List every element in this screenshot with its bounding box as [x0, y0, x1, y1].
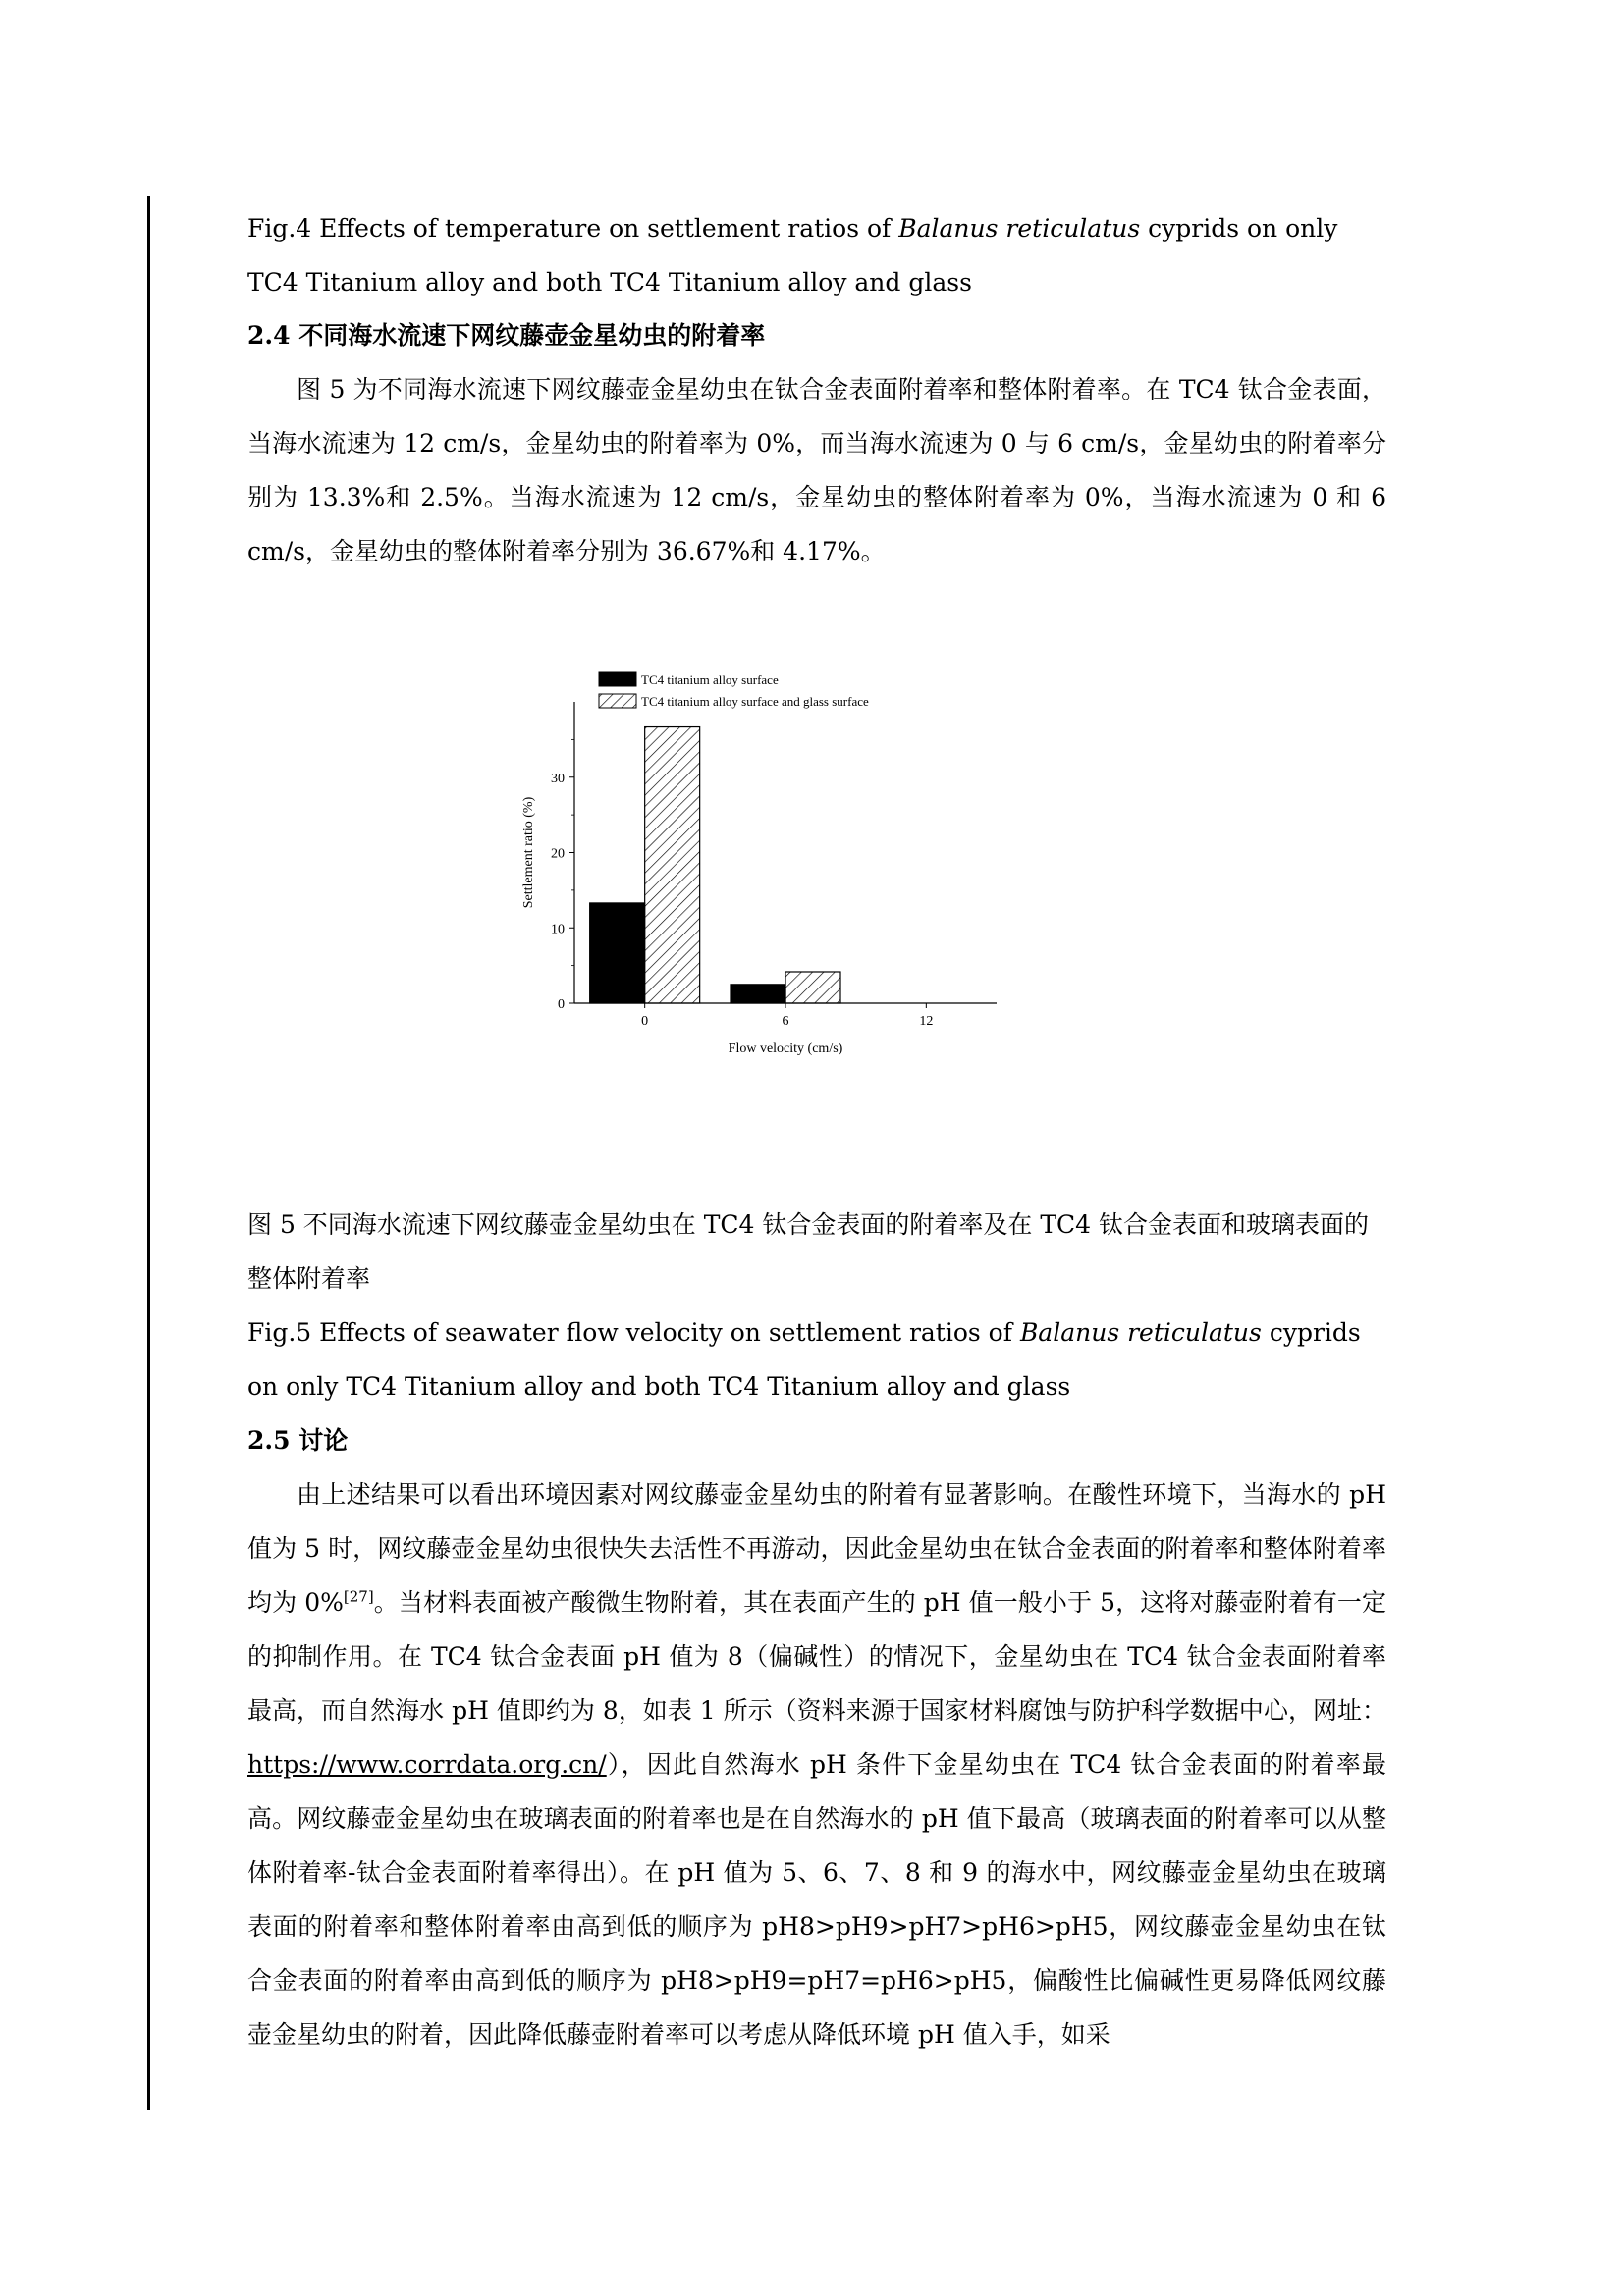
paragraph-flow-velocity: 图 5 为不同海水流速下网纹藤壶金星幼虫在钛合金表面附着率和整体附着率。在 TC4 钛合金表面，当海水流速为 12 cm/s，金星幼虫的附着率为 0%，而当海水流速为 0 与 6 cm/s，金星幼虫的附着率分别为 13.3%和 2.5%。当海水流速为 12 cm/s，金星幼虫的整体附着率为 0%，当海水流速为 0 和 6 cm/s，金星幼虫的整体附着率分别为 36.67%和 4.17%。 — [247, 375, 1386, 565]
section-heading-2-4: 2.4 不同海水流速下网纹藤壶金星幼虫的附着率 — [247, 321, 766, 349]
discussion-text: 由上述结果可以看出环境因素对网纹藤壶金星幼虫的附着有显著影响。在酸性环境下，当海水的 pH 值为 5 时，网纹藤壶金星幼虫很快失去活性不再游动，因此金星幼虫在钛合金表面的附着率和整体附着率均为 0% — [247, 1480, 1386, 1617]
bar-tc4-and-glass-0 — [645, 727, 700, 1003]
fig5-bar-chart — [511, 663, 1021, 1065]
caption-text: cyprids on only TC4 Titanium alloy and both TC4 Titanium alloy and glass — [247, 1318, 1361, 1401]
legend-swatch — [599, 672, 636, 686]
x-axis-label: Flow velocity (cm/s) — [728, 1041, 843, 1056]
paragraph-discussion — [247, 1468, 1386, 2061]
caption-text: Fig.4 Effects of temperature on settlement ratios of — [247, 214, 899, 242]
fig4-caption-en — [247, 201, 1386, 309]
caption-text: Fig.5 Effects of seawater flow velocity on settlement ratios of — [247, 1318, 1020, 1347]
section-heading-2-5: 2.5 讨论 — [247, 1426, 349, 1455]
x-tick-label: 12 — [919, 1014, 934, 1029]
y-axis-label: Settlement ratio (%) — [521, 796, 536, 909]
x-tick-label: 6 — [782, 1014, 789, 1029]
species-name: Balanus reticulatus — [898, 214, 1141, 242]
y-tick-label: 20 — [551, 846, 565, 862]
legend-label: TC4 titanium alloy surface — [641, 672, 779, 687]
data-center-link[interactable]: https://www.corrdata.org.cn/ — [247, 1750, 607, 1779]
legend-swatch — [599, 694, 636, 708]
bar-tc4-and-glass-6 — [785, 972, 840, 1003]
y-tick-label: 10 — [551, 922, 565, 937]
bar-tc4-surface-6 — [731, 985, 785, 1003]
discussion-text: 。当材料表面被产酸微生物附着，其在表面产生的 pH 值一般小于 5，这将对藤壶附着有一定的抑制作用。在 TC4 钛合金表面 pH 值为 8（偏碱性）的情况下，金星幼虫在 TC4 钛合金表面附着率最高，而自然海水 pH 值即约为 8，如表 1 所示（资料来源于国家材料腐蚀与防护科学数据中心，网址： — [247, 1588, 1387, 1725]
caption-text: cyprids on only TC4 Titanium alloy and both TC4 Titanium alloy and glass — [247, 214, 1338, 296]
discussion-text: ），因此自然海水 pH 条件下金星幼虫在 TC4 钛合金表面的附着率最高。网纹藤壶金星幼虫在玻璃表面的附着率也是在自然海水的 pH 值下最高（玻璃表面的附着率可以从整体附着率-钛合金表面附着率得出）。在 pH 值为 5、6、7、8 和 9 的海水中，网纹藤壶金星幼虫在玻璃表面的附着率和整体附着率由高到低的顺序为 pH8>pH9>pH7>pH6>pH5，网纹藤壶金星幼虫在钛合金表面的附着率由高到低的顺序为 pH8>pH9=pH7=pH6>pH5，偏酸性比偏碱性更易降低网纹藤壶金星幼虫的附着，因此降低藤壶附着率可以考虑从降低环境 pH 值入手，如采 — [247, 1750, 1386, 2049]
fig5-caption-en — [247, 1306, 1386, 1414]
y-tick-label: 30 — [551, 771, 565, 786]
bar-tc4-surface-0 — [590, 903, 645, 1003]
y-tick-label: 0 — [558, 997, 565, 1012]
fig5-caption-zh: 图 5 不同海水流速下网纹藤壶金星幼虫在 TC4 钛合金表面的附着率及在 TC4 钛合金表面和玻璃表面的整体附着率 — [247, 1210, 1370, 1293]
species-name: Balanus reticulatus — [1019, 1318, 1262, 1347]
citation-ref[interactable]: [27] — [343, 1587, 374, 1606]
margin-revision-line — [147, 196, 150, 2110]
legend-label: TC4 titanium alloy surface and glass surface — [641, 694, 869, 709]
x-tick-label: 0 — [641, 1014, 649, 1029]
